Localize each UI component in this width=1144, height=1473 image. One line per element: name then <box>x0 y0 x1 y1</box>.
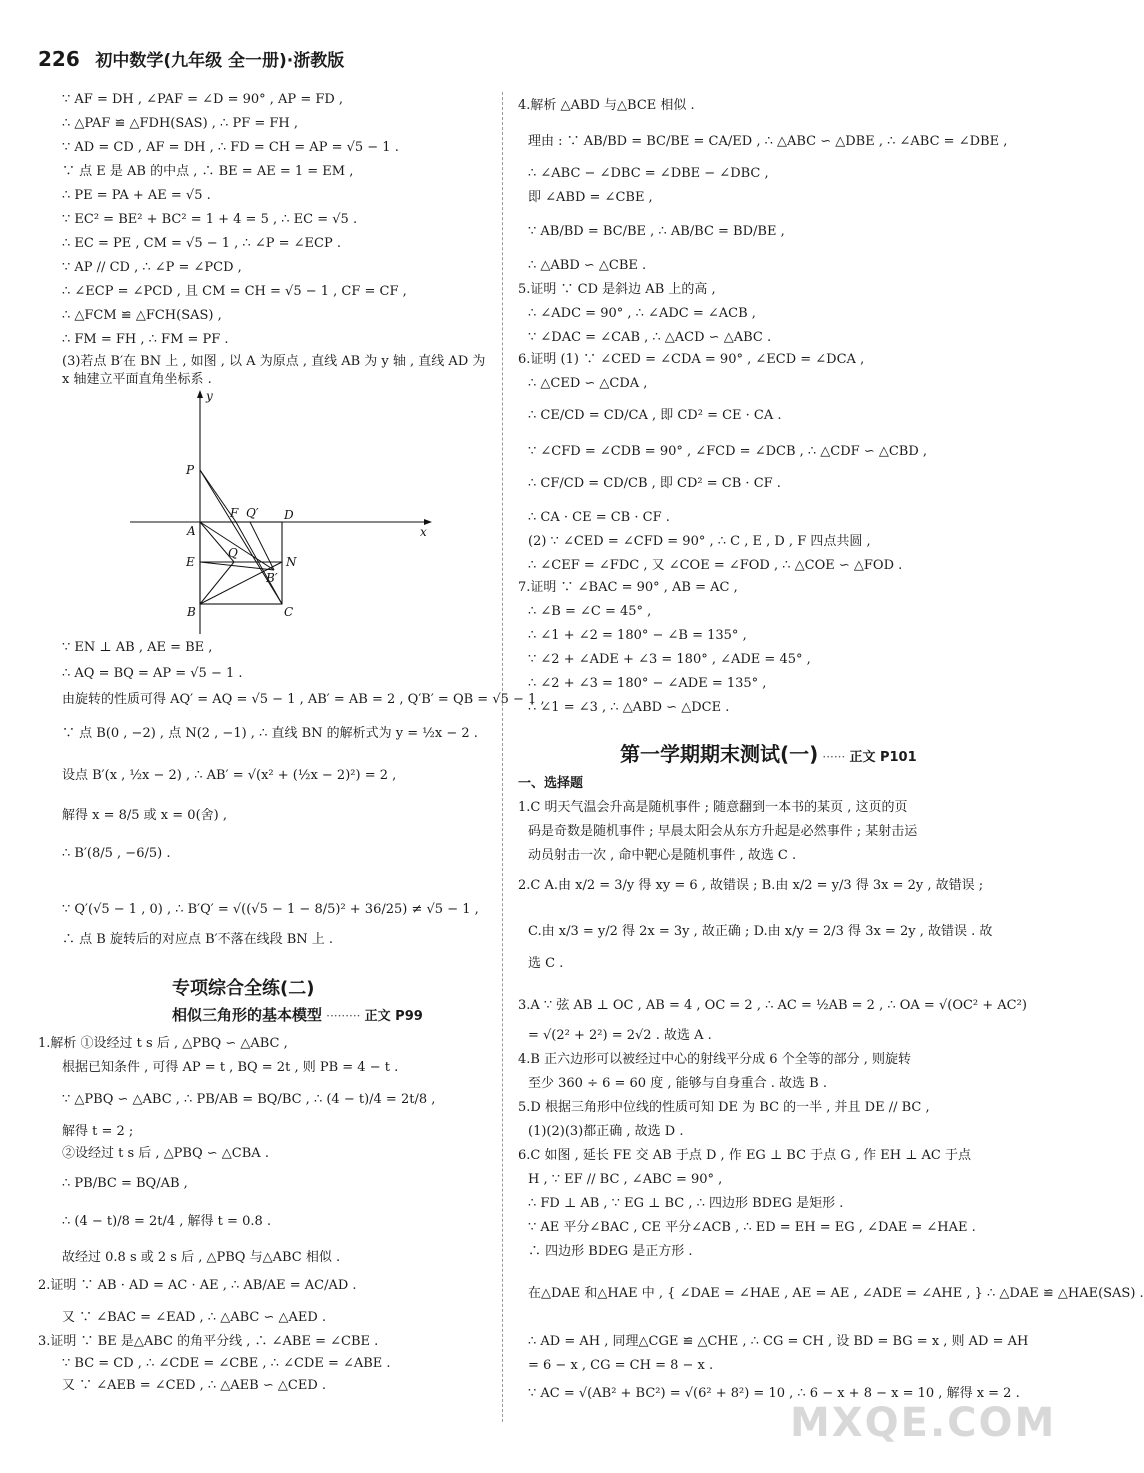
text-line: ∵ AD = CD , AF = DH , ∴ FD = CH = AP = √5 − 1 . <box>62 140 399 155</box>
answer-line: 2.C A.由 x/2 = 3/y 得 xy = 6 , 故错误 ; B.由 x/2 = y/3 得 3x = 2y , 故错误 ; <box>518 878 984 893</box>
answer-line: ②设经过 t s 后 , △PBQ ∽ △CBA . <box>62 1146 269 1161</box>
book-title: 初中数学(九年级 全一册)·浙教版 <box>95 51 345 71</box>
answer-line: ∵ AC = √(AB² + BC²) = √(6² + 8²) = 10 , ∴ 6 − x + 8 − x = 10 , 解得 x = 2 . <box>528 1386 1020 1401</box>
answer-line: 根据已知条件 , 可得 AP = t , BQ = 2t , 则 PB = 4 − t . <box>62 1060 399 1075</box>
answer-line: 4.解析 △ABD 与△BCE 相似 . <box>518 98 695 113</box>
text-line: ∴ △PAF ≌ △FDH(SAS) , ∴ PF = FH , <box>62 116 298 131</box>
answer-line: C.由 x/3 = y/2 得 2x = 3y , 故正确 ; D.由 x/y = 2/3 得 3x = 2y , 故错误 . 故 <box>528 924 993 939</box>
answer-line: 7.证明 ∵ ∠BAC = 90° , AB = AC , <box>518 580 738 595</box>
answer-line: ∴ AD = AH , 同理△CGE ≌ △CHE , ∴ CG = CH , 设 BD = BG = x , 则 AD = AH <box>528 1334 1029 1349</box>
text-line: ∵ 点 E 是 AB 的中点 , ∴ BE = AE = 1 = EM , <box>62 164 354 179</box>
answer-line: ∴ 四边形 BDEG 是正方形 . <box>528 1244 693 1259</box>
text-line: 解得 x = 8/5 或 x = 0(舍) , <box>62 808 227 823</box>
text-line: 设点 B′(x , ½x − 2) , ∴ AB′ = √(x² + (½x − 2)²) = 2 , <box>62 768 397 783</box>
label-b: B <box>187 605 196 619</box>
label-f: F <box>230 506 239 520</box>
answer-line: ∵ △PBQ ∽ △ABC , ∴ PB/AB = BQ/BC , ∴ (4 − t)/4 = 2t/8 , <box>62 1092 436 1107</box>
text-line: 由旋转的性质可得 AQ′ = AQ = √5 − 1 , AB′ = AB = 2 , Q′B′ = QB = √5 − 1 , <box>62 692 545 707</box>
answer-line: 4.B 正六边形可以被经过中心的射线平分成 6 个全等的部分 , 则旋转 <box>518 1052 912 1067</box>
answer-line: ∵ AE 平分∠BAC , CE 平分∠ACB , ∴ ED = EH = EG , ∠DAE = ∠HAE . <box>528 1220 976 1235</box>
label-b-prime: B′ <box>266 571 278 585</box>
answer-line: 2.证明 ∵ AB · AD = AC · AE , ∴ AB/AE = AC/AD . <box>38 1278 357 1293</box>
answer-line: ∴ ∠1 = ∠3 , ∴ △ABD ∽ △DCE . <box>528 700 730 715</box>
answer-line: H , ∵ EF // BC , ∠ABC = 90° , <box>528 1172 723 1187</box>
section-heading: 一、选择题 <box>518 776 584 791</box>
answer-line: ∵ ∠2 + ∠ADE + ∠3 = 180° , ∠ADE = 45° , <box>528 652 811 667</box>
watermark: MXQE.COM <box>790 1400 1057 1446</box>
text-line: ∵ EN ⊥ AB , AE = BE , <box>62 640 213 655</box>
text-line: ∴ EC = PE , CM = √5 − 1 , ∴ ∠P = ∠ECP . <box>62 236 341 251</box>
answer-line: 至少 360 ÷ 6 = 60 度 , 能够与自身重合 . 故选 B . <box>528 1076 827 1091</box>
text-line: (3)若点 B′在 BN 上 , 如图 , 以 A 为原点 , 直线 AB 为 y 轴 , 直线 AD 为 <box>62 354 486 369</box>
section-title: 专项综合全练(二) <box>172 978 315 999</box>
label-x: x <box>420 525 427 539</box>
page-header <box>38 46 344 71</box>
text-line: ∵ 点 B(0 , −2) , 点 N(2 , −1) , ∴ 直线 BN 的解析式为 y = ½x − 2 . <box>62 726 478 741</box>
answer-line: ∴ ∠ABC − ∠DBC = ∠DBE − ∠DBC , <box>528 166 769 181</box>
text-line: ∵ AP // CD , ∴ ∠P = ∠PCD , <box>62 260 242 275</box>
answer-line: ∵ BC = CD , ∴ ∠CDE = ∠CBE , ∴ ∠CDE = ∠ABE . <box>62 1356 391 1371</box>
segment-qb <box>200 562 234 604</box>
text-line: ∵ Q′(√5 − 1 , 0) , ∴ B′Q′ = √((√5 − 1 − 8/5)² + 36/25) ≠ √5 − 1 , <box>62 902 479 917</box>
answer-line: 3.证明 ∵ BE 是△ABC 的角平分线 , ∴ ∠ABE = ∠CBE . <box>38 1334 379 1349</box>
answer-line: 3.A ∵ 弦 AB ⊥ OC , AB = 4 , OC = 2 , ∴ AC = ½AB = 2 , ∴ OA = √(OC² + AC²) <box>518 998 1027 1013</box>
answer-line: 1.C 明天气温会升高是随机事件 ; 随意翻到一本书的某页 , 这页的页 <box>518 800 908 815</box>
text-line: ∴ △FCM ≌ △FCH(SAS) , <box>62 308 222 323</box>
leader-dots: ······ <box>822 750 846 764</box>
text-line: ∵ AF = DH , ∠PAF = ∠D = 90° , AP = FD , <box>62 92 344 107</box>
label-q: Q <box>228 546 238 560</box>
label-p: P <box>186 463 195 477</box>
answer-line: 故经过 0.8 s 或 2 s 后 , △PBQ 与△ABC 相似 . <box>62 1250 341 1265</box>
label-a: A <box>187 524 196 538</box>
label-c: C <box>284 605 294 619</box>
answer-line: 选 C . <box>528 956 564 971</box>
answer-line: 理由 : ∵ AB/BD = BC/BE = CA/ED , ∴ △ABC ∽ △DBE , ∴ ∠ABC = ∠DBE , <box>528 134 1008 149</box>
text-line: ∴ B′(8/5 , −6/5) . <box>62 846 171 861</box>
answer-line: ∴ FD ⊥ AB , ∵ EG ⊥ BC , ∴ 四边形 BDEG 是矩形 . <box>528 1196 844 1211</box>
answer-line: 6.证明 (1) ∵ ∠CED = ∠CDA = 90° , ∠ECD = ∠DCA , <box>518 352 865 367</box>
label-d: D <box>284 508 294 522</box>
column-divider <box>502 92 503 1422</box>
answer-line: 5.证明 ∵ CD 是斜边 AB 上的高 , <box>518 282 716 297</box>
answer-line: = 6 − x , CG = CH = 8 − x . <box>528 1358 714 1373</box>
text-line: ∴ PE = PA + AE = √5 . <box>62 188 211 203</box>
answer-line: ∴ ∠1 + ∠2 = 180° − ∠B = 135° , <box>528 628 747 643</box>
geometry-figure <box>126 390 436 640</box>
answer-line: ∴ ∠2 + ∠3 = 180° − ∠ADE = 135° , <box>528 676 767 691</box>
label-q-prime: Q′ <box>246 506 259 520</box>
text-line: ∵ EC² = BE² + BC² = 1 + 4 = 5 , ∴ EC = √5 . <box>62 212 358 227</box>
answer-line: ∴ (4 − t)/8 = 2t/4 , 解得 t = 0.8 . <box>62 1214 272 1229</box>
leader-dots: ········· <box>326 1009 361 1023</box>
page-reference: 正文 P99 <box>364 1009 423 1024</box>
answer-line: 1.解析 ①设经过 t s 后 , △PBQ ∽ △ABC , <box>38 1036 288 1051</box>
section-title: 第一学期期末测试(一) <box>620 742 819 766</box>
answer-line: ∴ CA · CE = CB · CF . <box>528 510 670 525</box>
answer-line: ∵ AB/BD = BC/BE , ∴ AB/BC = BD/BE , <box>528 224 785 239</box>
page-reference: 正文 P101 <box>849 750 917 765</box>
segment-fc <box>236 522 282 604</box>
label-n: N <box>286 555 297 569</box>
section-title-row <box>620 742 917 766</box>
answer-line: (1)(2)(3)都正确 , 故选 D . <box>528 1124 684 1139</box>
answer-line: 即 ∠ABD = ∠CBE , <box>528 190 653 205</box>
answer-line: 6.C 如图 , 延长 FE 交 AB 于点 D , 作 EG ⊥ BC 于点 G , 作 EH ⊥ AC 于点 <box>518 1148 972 1163</box>
text-line: ∴ 点 B 旋转后的对应点 B′不落在线段 BN 上 . <box>62 932 334 947</box>
text-line: ∴ FM = FH , ∴ FM = PF . <box>62 332 229 347</box>
section-subtitle-row <box>172 1006 423 1025</box>
answer-line: 5.D 根据三角形中位线的性质可知 DE 为 BC 的一半 , 并且 DE // BC , <box>518 1100 930 1115</box>
text-line: ∴ ∠ECP = ∠PCD , 且 CM = CH = √5 − 1 , CF = CF , <box>62 284 407 299</box>
page-number: 226 <box>38 47 80 71</box>
answer-line: 又 ∵ ∠BAC = ∠EAD , ∴ △ABC ∽ △AED . <box>62 1310 327 1325</box>
answer-line: ∴ CF/CD = CD/CB , 即 CD² = CB · CF . <box>528 476 781 491</box>
answer-line: = √(2² + 2²) = 2√2 . 故选 A . <box>528 1028 712 1043</box>
answer-line: 又 ∵ ∠AEB = ∠CED , ∴ △AEB ∽ △CED . <box>62 1378 327 1393</box>
section-subtitle: 相似三角形的基本模型 <box>172 1006 323 1024</box>
answer-line: ∵ ∠CFD = ∠CDB = 90° , ∠FCD = ∠DCB , ∴ △CDF ∽ △CBD , <box>528 444 928 459</box>
text-line: x 轴建立平面直角坐标系 . <box>62 372 212 387</box>
answer-line: ∴ △CED ∽ △CDA , <box>528 376 648 391</box>
answer-line: ∴ △ABD ∽ △CBE . <box>528 258 647 273</box>
label-y: y <box>206 389 213 403</box>
answer-line: ∴ ∠B = ∠C = 45° , <box>528 604 652 619</box>
answer-line: 在△DAE 和△HAE 中 , { ∠DAE = ∠HAE , AE = AE , ∠ADE = ∠AHE , } ∴ △DAE ≌ △HAE(SAS) . <box>528 1286 1144 1301</box>
answer-line: ∴ PB/BC = BQ/AB , <box>62 1176 188 1191</box>
answer-line: (2) ∵ ∠CED = ∠CFD = 90° , ∴ C , E , D , F 四点共圆 , <box>528 534 871 549</box>
y-arrow <box>197 390 203 398</box>
answer-line: 码是奇数是随机事件 ; 早晨太阳会从东方升起是必然事件 ; 某射击运 <box>528 824 918 839</box>
answer-line: 解得 t = 2 ; <box>62 1124 134 1139</box>
answer-line: 动员射击一次 , 命中靶心是随机事件 , 故选 C . <box>528 848 797 863</box>
label-e: E <box>186 555 195 569</box>
answer-line: ∴ ∠ADC = 90° , ∴ ∠ADC = ∠ACB , <box>528 306 756 321</box>
answer-line: ∵ ∠DAC = ∠CAB , ∴ △ACD ∽ △ABC . <box>528 330 772 345</box>
answer-line: ∴ ∠CEF = ∠FDC , 又 ∠COE = ∠FOD , ∴ △COE ∽ △FOD . <box>528 558 903 573</box>
answer-line: ∴ CE/CD = CD/CA , 即 CD² = CE · CA . <box>528 408 782 423</box>
text-line: ∴ AQ = BQ = AP = √5 − 1 . <box>62 666 243 681</box>
